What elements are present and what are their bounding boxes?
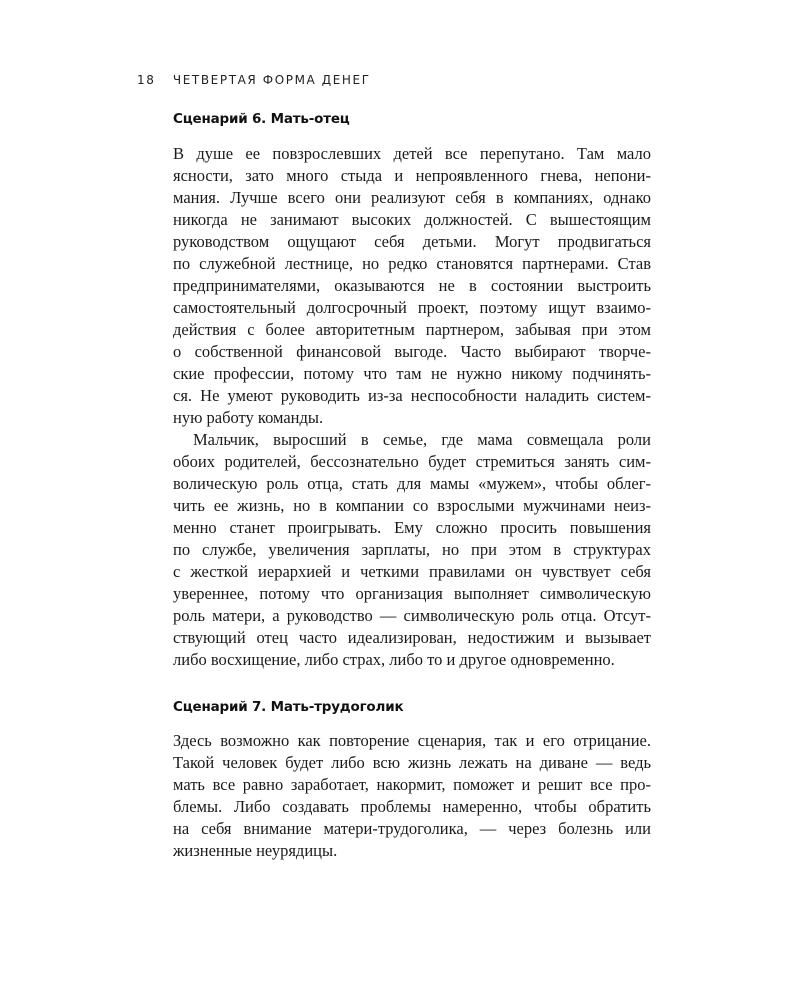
text-line: роль матери, а руководство — символическую роль отца. Отсут- xyxy=(173,606,651,625)
section-7-body xyxy=(173,730,651,862)
text-line: ную работу команды. xyxy=(173,408,324,427)
text-line: предпринимателями, оказываются не в состоянии выстроить xyxy=(173,276,651,295)
text-line: чить ее жизнь, но в компании со взрослыми мужчинами неиз- xyxy=(173,496,651,515)
book-title: ЧЕТВЕРТАЯ ФОРМА ДЕНЕГ xyxy=(172,73,371,87)
text-line: В душе ее повзрослевших детей все перепутано. Там мало xyxy=(173,144,651,163)
section-7-heading: Сценарий 7. Мать-трудоголик xyxy=(173,699,404,715)
text-line: Здесь возможно как повторение сценария, так и его отрицание. xyxy=(173,731,651,750)
text-line: увереннее, потому что организация выполняет символическую xyxy=(173,584,651,603)
text-line: самостоятельный долгосрочный проект, поэтому ищут взаимо- xyxy=(173,298,651,317)
text-line: руководством ощущают себя детьми. Могут продвигаться xyxy=(173,232,651,251)
text-line: Такой человек будет либо всю жизнь лежать на диване — ведь xyxy=(173,753,651,772)
section-6-heading: Сценарий 6. Мать-отец xyxy=(173,111,350,127)
text-line: никогда не занимают высоких должностей. С вышестоящим xyxy=(173,210,651,229)
text-line: действия с более авторитетным партнером, забывая при этом xyxy=(173,320,651,339)
text-line: о собственной финансовой выгоде. Часто выбирают творче- xyxy=(173,342,651,361)
text-line: Мальчик, выросший в семье, где мама совмещала роли xyxy=(193,430,651,449)
page-number: 18 xyxy=(137,73,156,87)
text-line: обоих родителей, бессознательно будет стремиться занять сим- xyxy=(173,452,651,471)
text-line: менно станет проигрывать. Ему сложно просить повышения xyxy=(173,518,651,537)
section-6-body xyxy=(173,143,651,671)
text-line: на себя внимание матери-трудоголика, — через болезнь или xyxy=(173,819,651,838)
text-line: либо восхищение, либо страх, либо то и другое одновременно. xyxy=(173,650,615,669)
text-line: ские профессии, потому что там не нужно никому подчинять- xyxy=(173,364,651,383)
text-line: волическую роль отца, стать для мамы «мужем», чтобы облег- xyxy=(173,474,651,493)
text-line: с жесткой иерархией и четкими правилами он чувствует себя xyxy=(173,562,651,581)
text-line: мать все равно заработает, накормит, поможет и решит все про- xyxy=(173,775,651,794)
text-line: жизненные неурядицы. xyxy=(173,841,338,860)
text-line: ясности, зато много стыда и непроявленного гнева, непони- xyxy=(173,166,651,185)
text-line: мания. Лучше всего они реализуют себя в компаниях, однако xyxy=(173,188,651,207)
text-line: ствующий отец часто идеализирован, недостижим и вызывает xyxy=(173,628,651,647)
text-line: по служебной лестнице, но редко становятся партнерами. Став xyxy=(173,254,651,273)
running-head xyxy=(137,73,371,87)
text-line: по службе, увеличения зарплаты, но при этом в структурах xyxy=(173,540,651,559)
text-line: ся. Не умеют руководить из-за неспособности наладить систем- xyxy=(173,386,651,405)
text-line: блемы. Либо создавать проблемы намеренно, чтобы обратить xyxy=(173,797,651,816)
